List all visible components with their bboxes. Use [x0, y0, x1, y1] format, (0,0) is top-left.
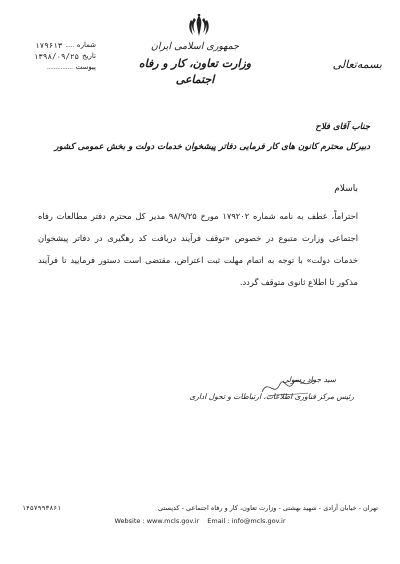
letter-date-row [16, 51, 96, 62]
letter-body: احتراماً، عطف به نامه شماره ۱۷۹۲۰۲ مورخ ۹۸/۹/۲۵ مدیر کل محترم دفتر مطالعات رفاه اجتماعی وزارت متبوع در خصوص «توقف فرآیند دریافت کد رهگیری در دفاتر پیشخوان خدمات دولت» با توجه به اتمام مهلت ثبت اعتراض، مقتضی است دستور فرمایید تا فرآیند مذکور تا اطلاع ثانوی متوقف گردد. [38, 211, 358, 287]
signatory-title: رئیس مرکز فناوری اطلاعات، ارتباطات و تحول اداری [189, 392, 354, 401]
greeting: باسلام [334, 184, 358, 194]
footer-address-row [22, 503, 378, 514]
letter-number: ۱۷۹۶۱۳ [35, 41, 63, 50]
addressee-block [30, 120, 370, 154]
letter-number-row: شماره ..... ۱۷۹۶۱۳ [35, 41, 96, 50]
postal-code: ۱۴۵۷۹۹۳۸۶۱ [22, 504, 62, 512]
footer-email-link[interactable]: Email : info@mcls.gov.ir [207, 517, 286, 525]
letter-footer [22, 503, 378, 527]
number-label: شماره [76, 41, 96, 49]
date-label: تاریخ [82, 52, 96, 60]
attachment-label: پیوست [75, 63, 96, 71]
signatory-name: سید جواد رسولی [282, 375, 336, 384]
government-name: جمهوری اسلامی ایران [150, 41, 240, 52]
government-header [120, 40, 270, 88]
footer-contact-row [22, 516, 378, 527]
ministry-name: وزارت تعاون، کار و رفاه اجتماعی [138, 57, 252, 86]
letter-date: ۱۳۹۸/۰۹/۲۵ [33, 52, 80, 61]
bismillah-heading: بسمه‌تعالی [332, 58, 382, 71]
letter-meta [16, 40, 96, 73]
attachment-row: پیوست ............... [46, 63, 96, 71]
footer-address: تهران - خیابان آزادی - شهید بهشتی - وزارت تعاون، کار و رفاه اجتماعی - کدپستی [158, 504, 378, 512]
footer-website-link[interactable]: Website : www.mcls.gov.ir [114, 517, 200, 525]
iran-emblem-icon [188, 14, 210, 38]
addressee-title: دبیرکل محترم کانون های کار فرمایی دفاتر پیشخوان خدمات دولت و بخش عمومی کشور [54, 142, 370, 152]
addressee-name: جناب آقای فلاح [315, 122, 370, 132]
